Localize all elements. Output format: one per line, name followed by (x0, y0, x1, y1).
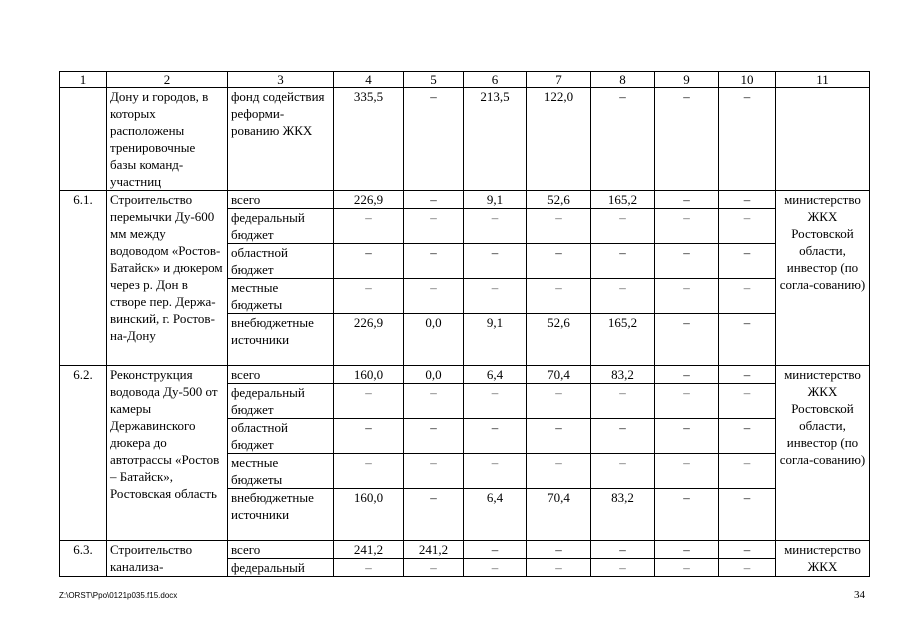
cell-value: – (719, 209, 776, 244)
funding-source: федеральный (228, 559, 334, 577)
cell-value: 9,1 (464, 191, 527, 209)
item-number: 6.2. (60, 366, 107, 541)
cell-value: – (719, 314, 776, 366)
cell-value: 165,2 (591, 191, 655, 209)
cell-value: – (591, 454, 655, 489)
cell-value: 6,4 (464, 366, 527, 384)
cell-value: – (719, 489, 776, 541)
cell-value: – (404, 489, 464, 541)
funding-source: внебюджетные источники (228, 314, 334, 366)
cell-value: – (719, 279, 776, 314)
executor: министерство ЖКХ Ростовской области, инвестор (по согла-сованию) (776, 366, 870, 541)
cell-value: – (404, 559, 464, 577)
cell-value: 160,0 (334, 489, 404, 541)
cell-value: – (591, 541, 655, 559)
funding-source: федеральный бюджет (228, 209, 334, 244)
item-number (60, 88, 107, 191)
column-number: 1 (60, 72, 107, 88)
cell-value: 52,6 (527, 191, 591, 209)
cell-value: – (719, 559, 776, 577)
cell-value: – (655, 191, 719, 209)
cell-value: – (404, 279, 464, 314)
cell-value: 335,5 (334, 88, 404, 191)
cell-value: – (404, 88, 464, 191)
item-number: 6.1. (60, 191, 107, 366)
funding-source: всего (228, 366, 334, 384)
cell-value: – (655, 541, 719, 559)
cell-value: – (591, 244, 655, 279)
cell-value: 241,2 (404, 541, 464, 559)
cell-value: – (655, 419, 719, 454)
funding-source: федеральный бюджет (228, 384, 334, 419)
item-description: Строительство перемычки Ду-600 мм между водоводом «Ростов-Батайск» и дюкером через р. Дон в створе пер. Держа-винский, г. Ростов-на-Дону (107, 191, 228, 366)
funding-source: внебюджетные источники (228, 489, 334, 541)
cell-value: – (527, 454, 591, 489)
cell-value: – (655, 88, 719, 191)
funding-source: областной бюджет (228, 244, 334, 279)
cell-value: – (464, 419, 527, 454)
cell-value: – (334, 454, 404, 489)
column-number: 5 (404, 72, 464, 88)
cell-value: – (527, 559, 591, 577)
cell-value: 0,0 (404, 366, 464, 384)
funding-source: фонд содействия реформи-рованию ЖКХ (228, 88, 334, 191)
cell-value: – (464, 209, 527, 244)
cell-value: – (655, 244, 719, 279)
cell-value: 70,4 (527, 366, 591, 384)
cell-value: – (591, 209, 655, 244)
cell-value: – (464, 244, 527, 279)
cell-value: – (464, 279, 527, 314)
cell-value: – (719, 191, 776, 209)
cell-value: 122,0 (527, 88, 591, 191)
column-number: 8 (591, 72, 655, 88)
cell-value: – (404, 209, 464, 244)
cell-value: 241,2 (334, 541, 404, 559)
cell-value: – (464, 384, 527, 419)
footer-file-path: Z:\ORST\Ppo\0121p035.f15.docx (59, 591, 178, 600)
cell-value: – (527, 384, 591, 419)
funding-source: местные бюджеты (228, 454, 334, 489)
column-number: 9 (655, 72, 719, 88)
cell-value: – (591, 88, 655, 191)
column-number: 7 (527, 72, 591, 88)
cell-value: 160,0 (334, 366, 404, 384)
cell-value: – (464, 559, 527, 577)
column-number: 11 (776, 72, 870, 88)
item-description: Строительство канализа- (107, 541, 228, 577)
cell-value: 52,6 (527, 314, 591, 366)
cell-value: – (719, 244, 776, 279)
cell-value: – (334, 244, 404, 279)
cell-value: 83,2 (591, 366, 655, 384)
cell-value: – (527, 209, 591, 244)
cell-value: – (527, 244, 591, 279)
executor (776, 88, 870, 191)
cell-value: – (404, 419, 464, 454)
column-number: 3 (228, 72, 334, 88)
item-description: Дону и городов, в которых расположены тренировочные базы команд-участниц (107, 88, 228, 191)
cell-value: – (655, 314, 719, 366)
cell-value: 165,2 (591, 314, 655, 366)
table-row (60, 541, 870, 559)
funding-source: местные бюджеты (228, 279, 334, 314)
cell-value: – (719, 366, 776, 384)
cell-value: 226,9 (334, 314, 404, 366)
cell-value: – (719, 454, 776, 489)
cell-value: 213,5 (464, 88, 527, 191)
cell-value: 9,1 (464, 314, 527, 366)
funding-source: всего (228, 541, 334, 559)
cell-value: – (527, 419, 591, 454)
funding-source: всего (228, 191, 334, 209)
executor: министерство ЖКХ (776, 541, 870, 577)
cell-value: – (334, 384, 404, 419)
cell-value: – (404, 244, 464, 279)
cell-value: – (334, 209, 404, 244)
cell-value: – (464, 454, 527, 489)
column-number: 10 (719, 72, 776, 88)
table-row (60, 366, 870, 384)
executor: министерство ЖКХ Ростовской области, инвестор (по согла-сованию) (776, 191, 870, 366)
cell-value: – (719, 541, 776, 559)
cell-value: 0,0 (404, 314, 464, 366)
item-number: 6.3. (60, 541, 107, 577)
cell-value: – (334, 419, 404, 454)
cell-value: 83,2 (591, 489, 655, 541)
cell-value: – (334, 279, 404, 314)
cell-value: – (591, 384, 655, 419)
cell-value: 6,4 (464, 489, 527, 541)
cell-value: – (719, 88, 776, 191)
item-description: Реконструкция водовода Ду-500 от камеры Державинского дюкера до автотрассы «Ростов – Батайск», Ростовская область (107, 366, 228, 541)
cell-value: – (655, 384, 719, 419)
column-number: 4 (334, 72, 404, 88)
cell-value: – (591, 419, 655, 454)
cell-value: – (464, 541, 527, 559)
header-row (60, 72, 870, 88)
table-row (60, 191, 870, 209)
cell-value: – (404, 384, 464, 419)
cell-value: – (719, 384, 776, 419)
cell-value: 226,9 (334, 191, 404, 209)
cell-value: – (404, 191, 464, 209)
cell-value: – (655, 366, 719, 384)
cell-value: – (404, 454, 464, 489)
cell-value: – (655, 209, 719, 244)
cell-value: – (591, 559, 655, 577)
cell-value: – (719, 419, 776, 454)
cell-value: – (655, 454, 719, 489)
cell-value: 70,4 (527, 489, 591, 541)
column-number: 2 (107, 72, 228, 88)
budget-table (59, 71, 870, 577)
column-number: 6 (464, 72, 527, 88)
cell-value: – (655, 559, 719, 577)
cell-value: – (655, 489, 719, 541)
cell-value: – (334, 559, 404, 577)
table-row (60, 88, 870, 191)
funding-source: областной бюджет (228, 419, 334, 454)
cell-value: – (655, 279, 719, 314)
cell-value: – (591, 279, 655, 314)
page-number: 34 (854, 589, 865, 601)
cell-value: – (527, 279, 591, 314)
cell-value: – (527, 541, 591, 559)
